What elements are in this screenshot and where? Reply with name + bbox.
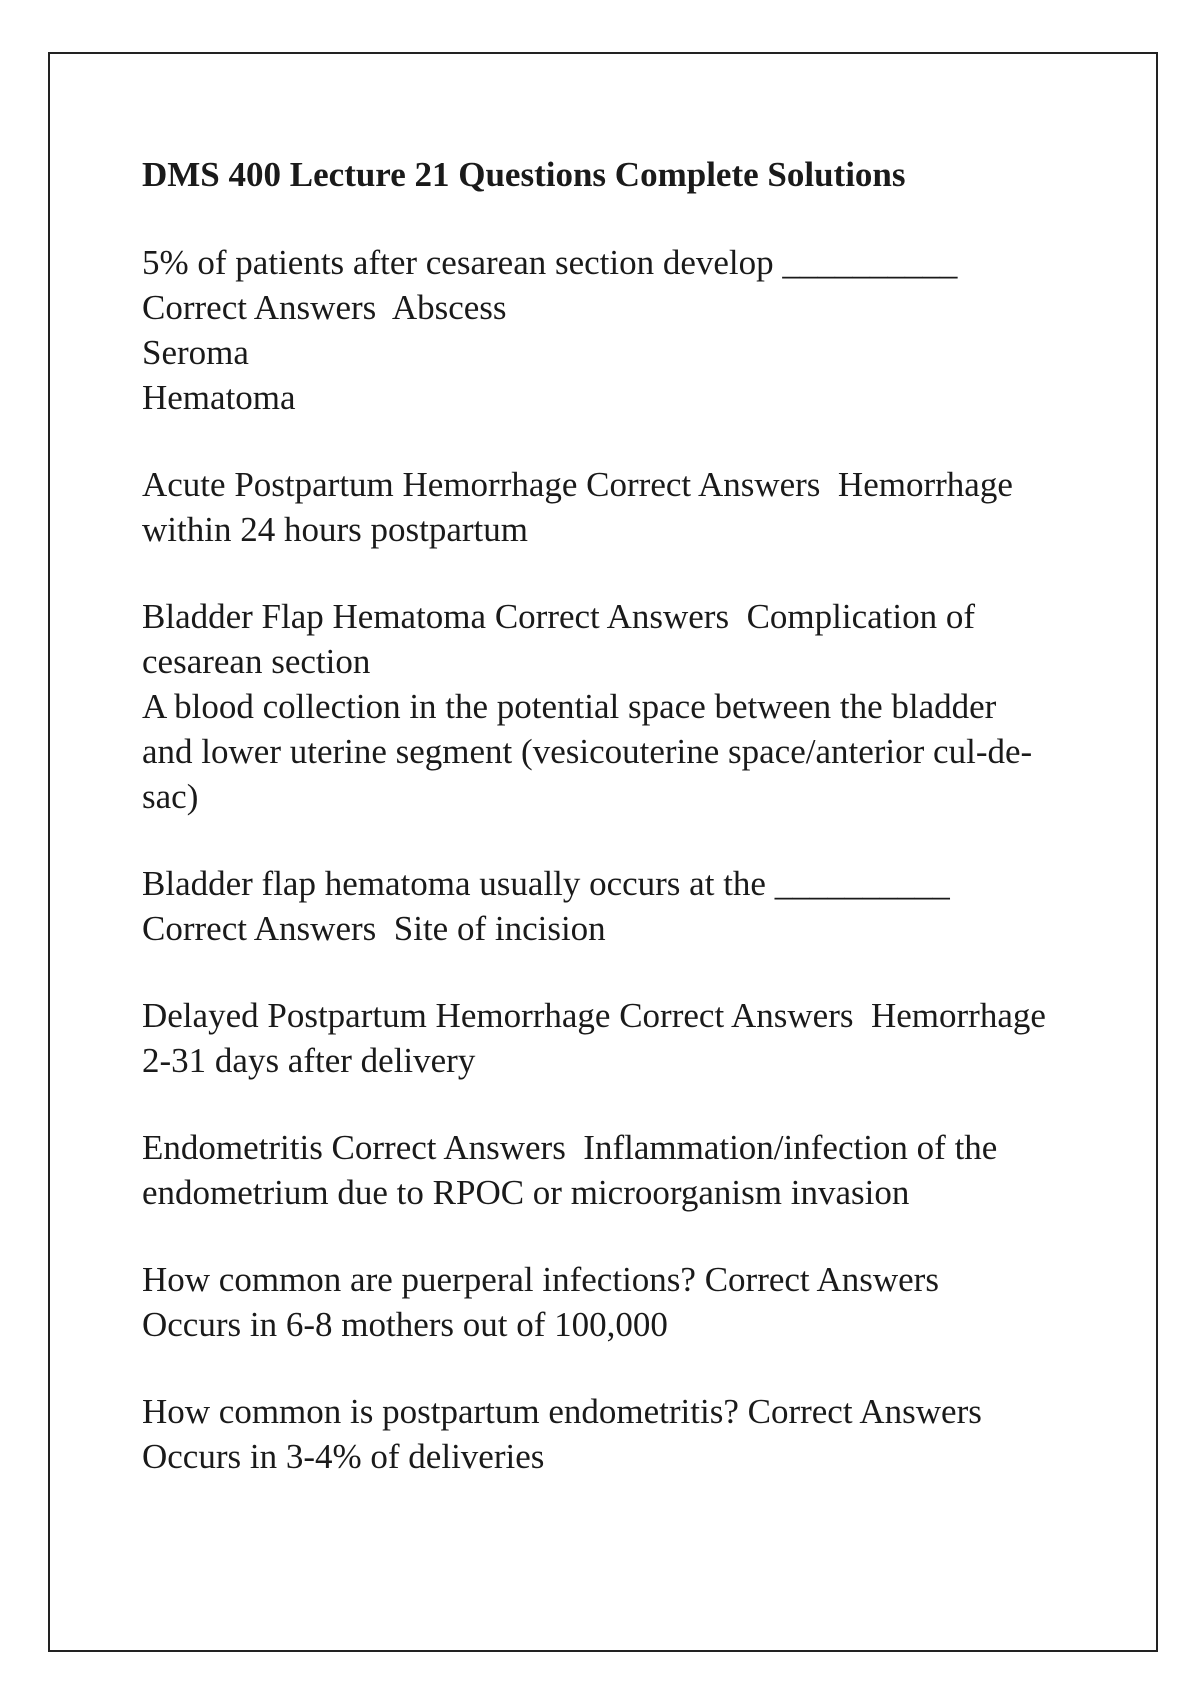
qa-entry: [142, 462, 1072, 552]
qa-line: Occurs in 6-8 mothers out of 100,000: [142, 1305, 668, 1344]
qa-line: Seroma: [142, 333, 249, 372]
qa-line: A blood collection in the potential space between the bladder: [142, 687, 997, 726]
qa-list: [142, 240, 1072, 1479]
qa-entry: [142, 993, 1072, 1083]
qa-line: 5% of patients after cesarean section develop __________: [142, 243, 958, 282]
qa-entry: [142, 240, 1072, 420]
qa-line: Bladder flap hematoma usually occurs at the __________: [142, 864, 950, 903]
qa-line: endometrium due to RPOC or microorganism invasion: [142, 1173, 910, 1212]
qa-entry: [142, 1257, 1072, 1347]
qa-line: sac): [142, 777, 199, 816]
document-title: DMS 400 Lecture 21 Questions Complete Solutions: [142, 155, 906, 194]
qa-line: within 24 hours postpartum: [142, 510, 528, 549]
qa-line: How common are puerperal infections? Correct Answers: [142, 1260, 939, 1299]
qa-line: Endometritis Correct Answers Inflammation/infection of the: [142, 1128, 998, 1167]
document-body: [142, 152, 1072, 1521]
qa-line: Bladder Flap Hematoma Correct Answers Complication of: [142, 597, 976, 636]
qa-entry: [142, 861, 1072, 951]
qa-line: Correct Answers Site of incision: [142, 909, 606, 948]
qa-line: cesarean section: [142, 642, 371, 681]
qa-line: Occurs in 3-4% of deliveries: [142, 1437, 545, 1476]
qa-entry: [142, 1389, 1072, 1479]
qa-line: How common is postpartum endometritis? Correct Answers: [142, 1392, 982, 1431]
qa-line: Delayed Postpartum Hemorrhage Correct Answers Hemorrhage: [142, 996, 1046, 1035]
qa-entry: [142, 1125, 1072, 1215]
qa-line: and lower uterine segment (vesicouterine space/anterior cul-de-: [142, 732, 1033, 771]
qa-line: Hematoma: [142, 378, 296, 417]
qa-line: Acute Postpartum Hemorrhage Correct Answers Hemorrhage: [142, 465, 1013, 504]
qa-line: Correct Answers Abscess: [142, 288, 507, 327]
qa-line: 2-31 days after delivery: [142, 1041, 476, 1080]
qa-entry: [142, 594, 1072, 819]
